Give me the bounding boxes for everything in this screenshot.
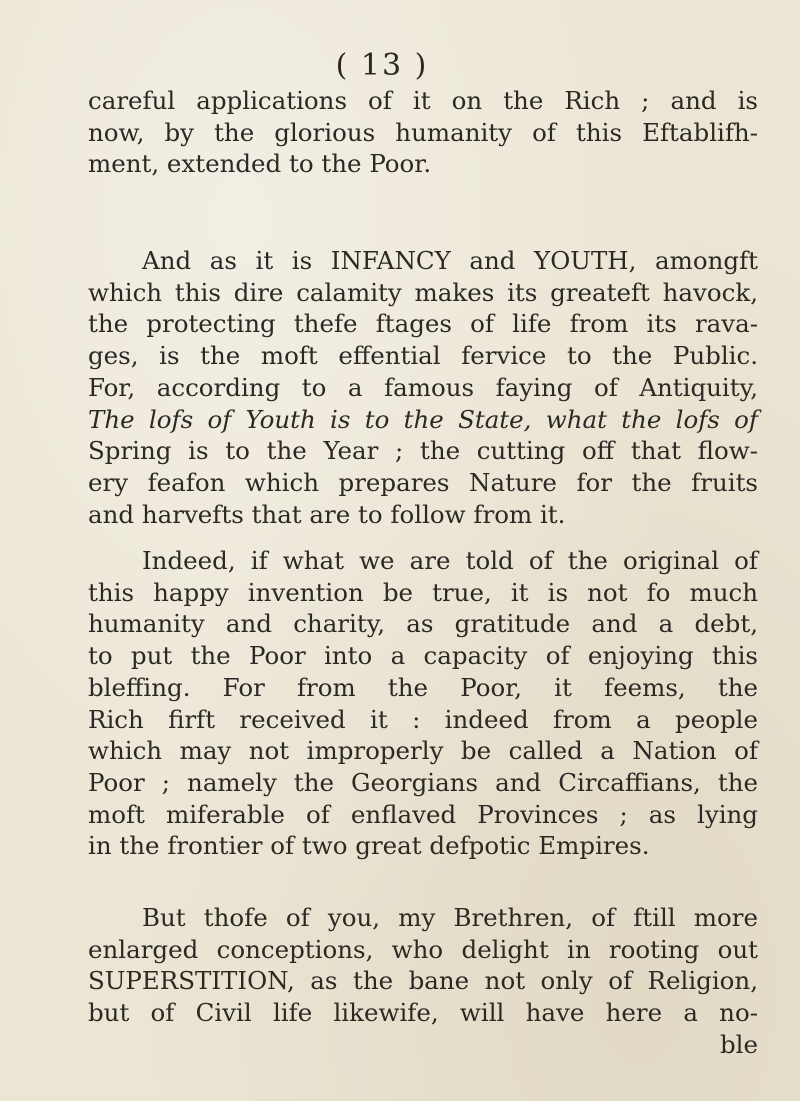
text-line: and harvefts that are to follow from it. [88,499,566,529]
text-line: careful applications of it on the Rich ; and is [88,86,758,115]
text-line: in the frontier of two great defpotic Empires. [88,831,650,861]
paragraph-1 [88,85,758,180]
text-line: bleffing. For from the Poor, it feems, the [88,672,758,702]
paragraph-3 [88,545,758,862]
paragraph-4 [88,902,758,1061]
paragraph-2 [88,245,758,530]
text-line: ery feafon which prepares Nature for the fruits [88,467,758,497]
text-line: And as it is INFANCY and YOUTH, amongft [142,246,758,275]
text-line: which may not improperly be called a Nation of [88,736,758,766]
text-line: but of Civil life likewife, will have here a no- [88,998,758,1028]
text-line: the protecting thefe ftages of life from its rava- [88,309,758,339]
text-line: Spring is to the Year ; the cutting off that flow- [88,436,758,466]
catchword: ble [719,1029,758,1059]
text-line: Rich firft received it : indeed from a people [88,704,758,734]
text-line: enlarged conceptions, who delight in rooting out [88,934,758,964]
text-line: this happy invention be true, it is not fo much [88,577,758,607]
text-line: to put the Poor into a capacity of enjoying this [88,641,758,671]
text-line: Indeed, if what we are told of the original of [142,546,758,575]
text-line: which this dire calamity makes its greateft havock, [88,277,758,307]
text-line: ment, extended to the Poor. [88,149,432,179]
text-line: now, by the glorious humanity of this Eftablifh- [88,117,758,147]
text-line: humanity and charity, as gratitude and a debt, [88,609,758,639]
page-number: ( 13 ) [335,48,429,83]
text-line: SUPERSTITION, as the bane not only of Religion, [88,966,758,996]
text-line: moft miferable of enflaved Provinces ; as lying [88,799,758,829]
text-line: But thofe of you, my Brethren, of ftill more [142,903,758,932]
text-line: For, according to a famous faying of Antiquity, [88,372,758,402]
text-line: The lofs of Youth is to the State, what the lofs of [88,404,758,434]
text-line: ges, is the moft effential fervice to the Public. [88,341,758,371]
text-line: Poor ; namely the Georgians and Circaffians, the [88,767,758,797]
